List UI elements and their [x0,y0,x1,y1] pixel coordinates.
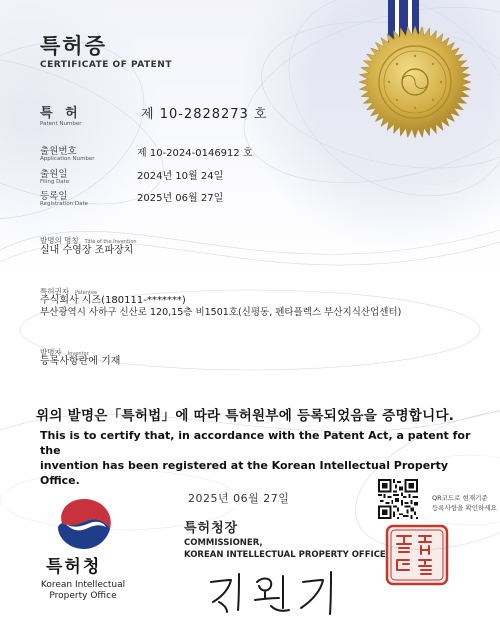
qr-instruction-line2: 등록사항을 확인하세요 [432,504,497,512]
qr-instruction-line1: QR코드로 현재기준 [432,494,488,502]
korean-government-emblem-icon [44,493,124,553]
certification-en-line1: This is to certify that, in accordance with the Patent Act, a patent for the [40,429,471,457]
patentee-label-ko: 특허권자 [40,287,69,296]
inventor-label-en: Inventor [67,351,89,357]
invention-label-ko: 발명의 명칭 [40,236,79,245]
issue-date: 2025년 06월 27일 [188,492,290,505]
registration-date-value: 2025년 06월 27일 [137,193,224,204]
qr-code-icon[interactable] [378,479,418,519]
registration-date-label-en: Registration Date [40,201,89,207]
registration-date-label-ko: 등록일 [40,191,68,202]
patentee-name: 주식회사 시즈(180111-*******) [40,295,186,306]
invention-title-value: 실내 수영장 조파장치 [40,245,134,256]
office-name-ko: 특허청 [46,557,102,577]
certification-statement-ko: 위의 발명은「특허법」에 따라 특허원부에 등록되었음을 증명합니다. [36,408,455,424]
application-number-label-en: Application Number [40,156,95,162]
qr-instruction [432,493,497,513]
certificate-title-en: CERTIFICATE OF PATENT [40,60,172,70]
filing-date-label-en: Filing Date [40,179,70,185]
inventor-label-ko: 발명자 [40,348,62,357]
commissioner-en-line1: COMMISSIONER, [184,538,263,548]
certificate-title-ko: 특허증 [40,34,107,58]
official-red-stamp [385,524,449,586]
office-name-en [28,580,138,602]
filing-date-label-ko: 출원일 [40,169,68,180]
certification-en-line2: invention has been registered at the Korean Intellectual Property Office. [40,459,449,487]
filing-date-value: 2024년 10월 24일 [137,171,224,182]
patentee-address: 부산광역시 사하구 신산로 120,15층 비1501호(신평동, 펜타플렉스 부산지식산업센터) [40,307,402,318]
commissioner-en-line2: KOREAN INTELLECTUAL PROPERTY OFFICE [184,550,386,560]
inventor-value: 등록사항란에 기재 [40,356,121,367]
commissioner-title-en [184,537,386,561]
patent-number-label-ko: 특 허 [40,106,82,121]
commissioner-title-ko: 특허청장 [184,521,239,536]
invention-label-en: Title of the Invention [84,239,137,245]
patent-number-label-en: Patent Number [40,121,82,127]
gold-seal-icon [355,22,475,142]
patent-number-value: 제 10-2828273 호 [141,107,268,122]
commissioner-signature [205,568,345,618]
application-number-label-ko: 출원번호 [40,146,77,157]
office-en-line2: Property Office [49,591,117,601]
application-number-value: 제 10-2024-0146912 호 [137,148,253,159]
office-en-line1: Korean Intellectual [40,580,126,590]
patentee-label-en: Patentee [74,290,98,296]
